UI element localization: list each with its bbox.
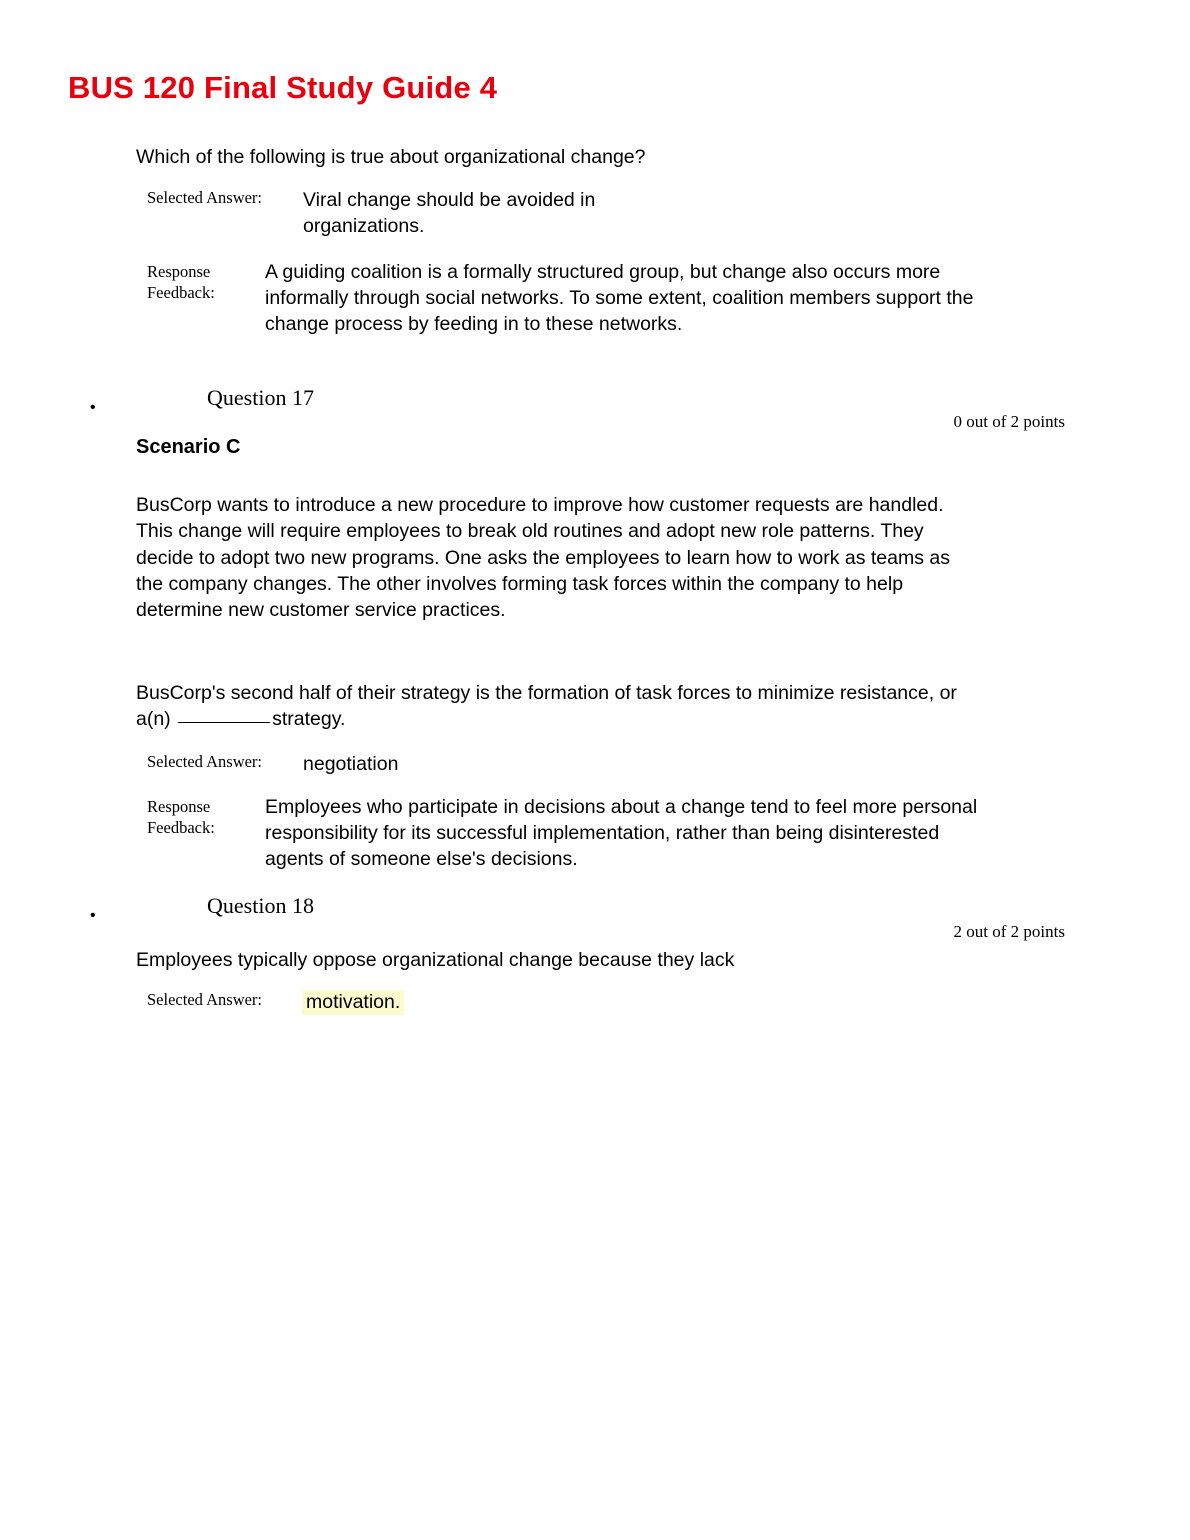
question-body-17 bbox=[136, 680, 976, 733]
question-body-17-part1: BusCorp's second half of their strategy is the formation of task forces to minimize resistance, or a(n) bbox=[136, 682, 957, 731]
list-bullet-17: • bbox=[90, 399, 96, 416]
selected-answer-label-17: Selected Answer: bbox=[147, 752, 263, 771]
response-feedback-label-17-line1: Response bbox=[147, 797, 211, 816]
selected-answer-value-18: motivation. bbox=[302, 990, 404, 1015]
response-feedback-label-17-line2: Feedback: bbox=[147, 817, 215, 837]
fill-in-blank bbox=[178, 722, 270, 723]
question-body-17-part2: strategy. bbox=[272, 708, 346, 731]
selected-answer-value-18-wrap bbox=[302, 990, 404, 1016]
response-feedback-value-17: Employees who participate in decisions about a change tend to feel more personal responsibility for its successful implementation, rather than being disinterested agents of someone else's decisions. bbox=[265, 796, 978, 870]
points-18: 2 out of 2 points bbox=[953, 922, 1065, 941]
selected-answer-row-18 bbox=[147, 990, 1047, 1016]
question-stem-1: Which of the following is true about organizational change? bbox=[136, 146, 646, 168]
scenario-title: Scenario C bbox=[136, 436, 241, 458]
points-17: 0 out of 2 points bbox=[953, 412, 1065, 431]
selected-answer-label: Selected Answer: bbox=[147, 188, 263, 207]
list-bullet-18: • bbox=[90, 907, 96, 924]
question-number-18: 18 bbox=[291, 893, 314, 918]
selected-answer-value-17: negotiation bbox=[303, 753, 399, 775]
selected-answer-value-1: Viral change should be avoided in organizations. bbox=[303, 189, 596, 237]
response-feedback-label-line2: Feedback: bbox=[147, 282, 215, 302]
selected-answer-label-18: Selected Answer: bbox=[147, 990, 263, 1009]
response-feedback-row-1 bbox=[147, 262, 1107, 338]
question-header-17 bbox=[207, 385, 314, 411]
question-word-17: Question bbox=[207, 385, 287, 410]
response-feedback-label-line1: Response bbox=[147, 262, 211, 281]
question-header-18 bbox=[207, 893, 314, 919]
page-title: BUS 120 Final Study Guide 4 bbox=[68, 70, 498, 105]
selected-answer-row-17 bbox=[147, 752, 1047, 778]
response-feedback-value-1: A guiding coalition is a formally structured group, but change also occurs more informally through social networks. To some extent, coalition members support the change process by feeding in to these networks. bbox=[265, 261, 974, 335]
question-number-17: 17 bbox=[291, 385, 314, 410]
scenario-paragraph: BusCorp wants to introduce a new procedure to improve how customer requests are handled. This change will require employees to break old routines and adopt new role patterns. They decide to adopt two new programs. One asks the employees to learn how to work as teams as the company changes. The other involves forming task forces within the company to help determine new customer service practices. bbox=[136, 494, 951, 622]
question-word-18: Question bbox=[207, 893, 287, 918]
selected-answer-row-1 bbox=[147, 188, 1047, 239]
response-feedback-row-17 bbox=[147, 797, 1107, 873]
question-stem-18: Employees typically oppose organizational change because they lack bbox=[136, 949, 735, 971]
